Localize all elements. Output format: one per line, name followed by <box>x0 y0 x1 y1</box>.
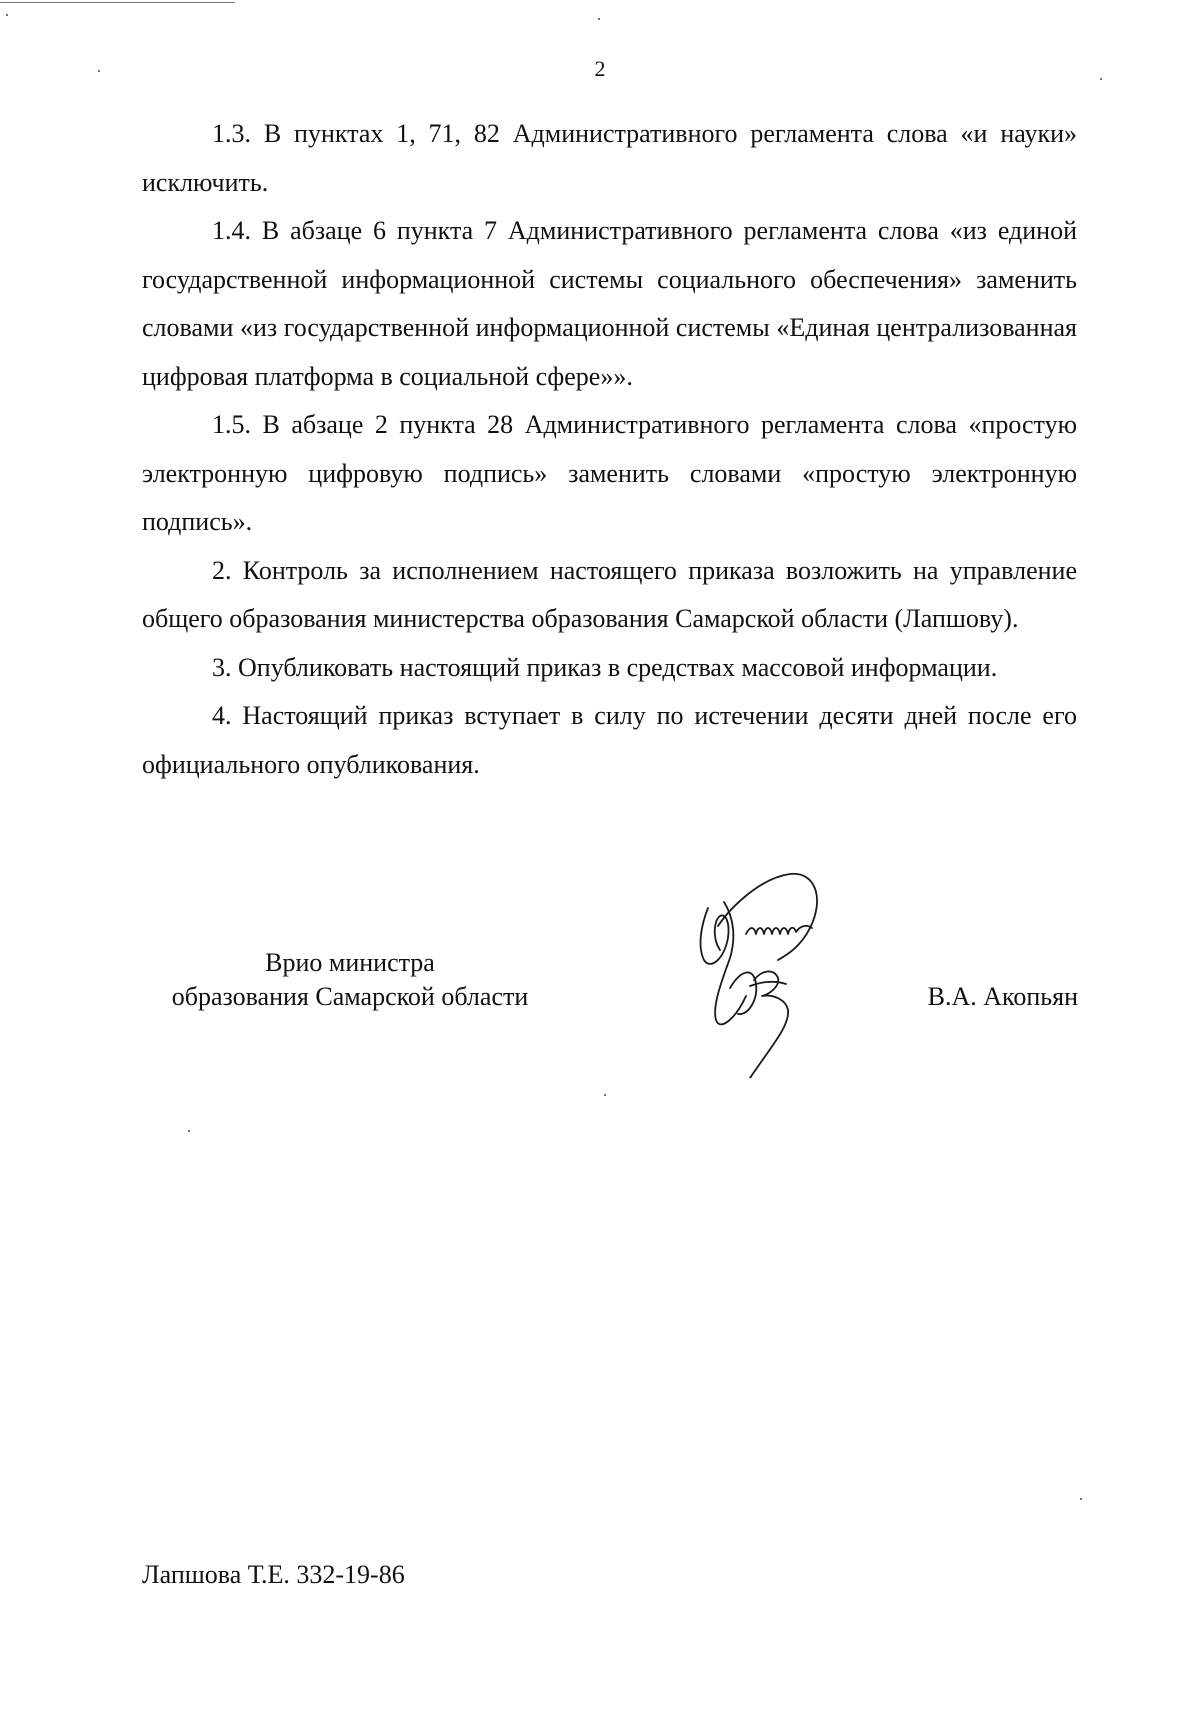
paragraph-2: 2. Контроль за исполнением настоящего приказа возложить на управление общего образования министерства образования Самарской области (Лапшову). <box>142 555 1077 633</box>
scan-speck <box>98 70 100 72</box>
scan-speck <box>188 1130 190 1132</box>
signatory-position <box>140 946 560 1014</box>
scan-edge-line <box>0 2 235 3</box>
handwritten-signature <box>690 868 870 1078</box>
signatory-name: В.А. Акопьян <box>927 982 1078 1011</box>
scan-speck <box>1100 78 1102 80</box>
paragraph-4: 4. Настоящий приказ вступает в силу по истечении десяти дней после его официального опубликования. <box>142 701 1077 779</box>
paragraph-1-4: 1.4. В абзаце 6 пункта 7 Административного регламента слова «из единой государственной информационной системы социального обеспечения» заменить словами «из государственной информационной системы «Единая централизованная цифровая платформа в социальной сфере»». <box>142 216 1077 391</box>
signatory-position-line-1: Врио министра <box>265 948 435 977</box>
paragraph-1-3: 1.3. В пунктах 1, 71, 82 Административного регламента слова «и науки» исключить. <box>142 119 1077 197</box>
paragraph-3: 3. Опубликовать настоящий приказ в средствах массовой информации. <box>212 652 998 682</box>
signatory-position-line-2: образования Самарской области <box>171 982 529 1011</box>
scan-speck <box>598 18 600 20</box>
page-number: 2 <box>594 56 606 81</box>
scan-speck <box>604 1094 606 1096</box>
executor-contact: Лапшова Т.Е. 332-19-86 <box>142 1560 405 1589</box>
scan-speck <box>6 14 8 16</box>
scan-speck <box>1080 1498 1082 1500</box>
paragraph-1-5: 1.5. В абзаце 2 пункта 28 Административного регламента слова «простую электронную цифровую подпись» заменить словами «простую электронную подпись». <box>142 410 1077 536</box>
document-body <box>142 110 1077 789</box>
